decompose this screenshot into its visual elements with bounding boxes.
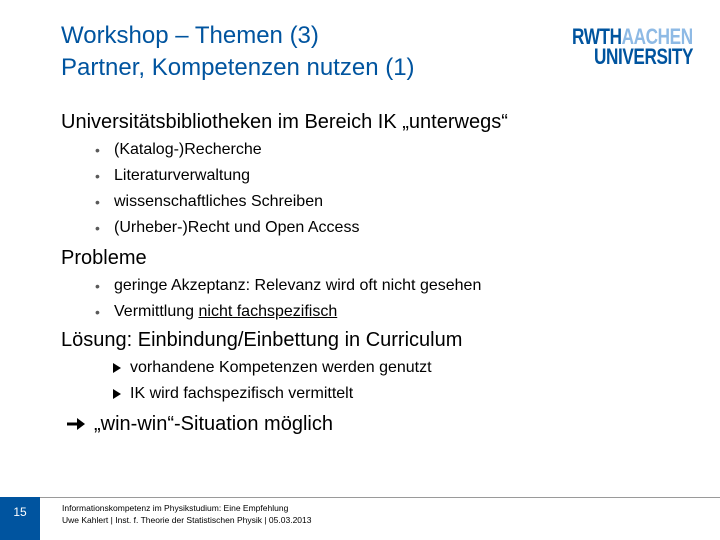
slide-title-line-2: Partner, Kompetenzen nutzen (1): [61, 54, 415, 81]
logo-aachen-text: AACHEN: [621, 24, 693, 49]
arrowhead-bullet-icon: [113, 363, 121, 373]
rwth-logo: [538, 24, 693, 68]
list-item: [113, 355, 432, 381]
right-arrow-icon: [66, 417, 86, 431]
logo-rwth-text: RWTH: [572, 24, 622, 49]
logo-university-text: UNIVERSITY: [593, 44, 693, 69]
list-item-text: IK wird fachspezifisch vermittelt: [130, 385, 354, 402]
footer-divider: [0, 497, 720, 498]
footer-line-2: Uwe Kahlert | Inst. f. Theorie der Statistischen Physik | 05.03.2013: [62, 515, 312, 525]
page-number: 15: [0, 497, 40, 540]
underlined-text: nicht fachspezifisch: [198, 303, 338, 320]
conclusion-line: [66, 412, 333, 436]
section-heading-loesung: Lösung: Einbindung/Einbettung in Curriculum: [61, 329, 463, 351]
list-item: [114, 299, 481, 325]
arrowhead-bullet-icon: [113, 389, 121, 399]
list-item: [113, 381, 432, 407]
list-item: • geringe Akzeptanz: Relevanz wird oft nicht gesehen: [114, 273, 481, 299]
solution-list: [113, 355, 432, 407]
ub-topics-list: [114, 137, 359, 241]
list-item-text: Vermittlung: [114, 303, 199, 320]
slide-title: [61, 20, 415, 84]
list-item: • (Katalog-)Recherche: [114, 137, 359, 163]
list-item: • (Urheber-)Recht und Open Access: [114, 215, 359, 241]
list-item: • Literaturverwaltung: [114, 163, 359, 189]
footer-line-1: Informationskompetenz im Physikstudium: Eine Empfehlung: [62, 503, 289, 513]
footer-text: [62, 502, 311, 526]
slide-title-line-1: Workshop – Themen (3): [61, 22, 319, 49]
problems-list: [114, 273, 481, 325]
list-item-text: vorhandene Kompetenzen werden genutzt: [130, 359, 432, 376]
conclusion-text: „win-win“-Situation möglich: [94, 413, 333, 435]
section-heading-ub: Universitätsbibliotheken im Bereich IK „unterwegs“: [61, 111, 508, 133]
section-heading-probleme: Probleme: [61, 247, 147, 269]
list-item: • wissenschaftliches Schreiben: [114, 189, 359, 215]
